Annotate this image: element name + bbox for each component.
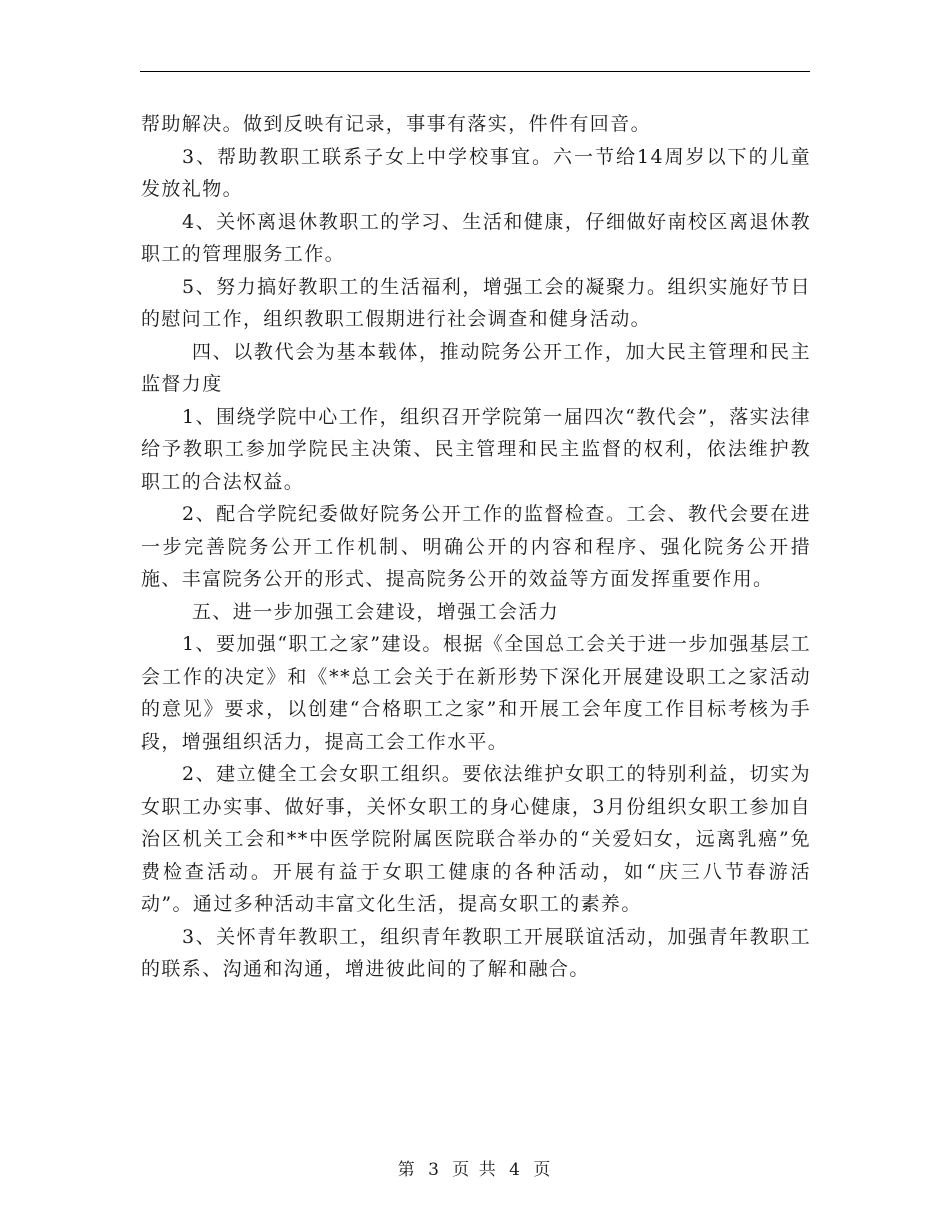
footer-total-pages: 4 xyxy=(509,1160,522,1180)
footer-suffix: 页 xyxy=(533,1160,553,1180)
footer-middle: 页 共 xyxy=(452,1160,498,1180)
paragraph-item-2: 2、配合学院纪委做好院务公开工作的监督检查。工会、教代会要在进一步完善院务公开工作机制、明确公开的内容和程序、强化院务公开措施、丰富院务公开的形式、提高院务公开的效益等方面发挥重要作用。 xyxy=(141,503,811,590)
footer-current-page: 3 xyxy=(428,1160,441,1180)
paragraph-item-1: 1、围绕学院中心工作，组织召开学院第一届四次“教代会”，落实法律给予教职工参加学院民主决策、民主管理和民主监督的权利，依法维护教职工的合法权益。 xyxy=(141,405,811,493)
footer-prefix: 第 xyxy=(397,1160,417,1180)
paragraph-item-3: 3、关怀青年教职工，组织青年教职工开展联谊活动，加强青年教职工的联系、沟通和沟通，增进彼此间的了解和融合。 xyxy=(141,925,811,980)
paragraph-continuation: 帮助解决。做到反映有记录，事事有落实，件件有回音。 xyxy=(141,113,652,135)
header-rule xyxy=(140,71,810,72)
page-footer xyxy=(0,1155,950,1180)
section-heading-4: 四、以教代会为基本载体，推动院务公开工作，加大民主管理和民主监督力度 xyxy=(141,340,811,395)
paragraph-item-2: 2、建立健全工会女职工组织。要依法维护女职工的特别利益，切实为女职工办实事、做好事，关怀女职工的身心健康，3月份组织女职工参加自治区机关工会和**中医学院附属医院联合举办的“关爱妇女，远离乳癌”免费检查活动。开展有益于女职工健康的各种活动，如“庆三八节春游活动”。通过多种活动丰富文化生活，提高女职工的素养。 xyxy=(141,763,811,915)
paragraph-item-5: 5、努力搞好教职工的生活福利，增强工会的凝聚力。组织实施好节日的慰问工作，组织教职工假期进行社会调查和健身活动。 xyxy=(141,275,811,330)
section-heading-5: 五、进一步加强工会建设，增强工会活力 xyxy=(192,600,560,623)
paragraph-item-4: 4、关怀离退休教职工的学习、生活和健康，仔细做好南校区离退休教职工的管理服务工作。 xyxy=(141,210,811,265)
paragraph-item-3: 3、帮助教职工联系子女上中学校事宜。六一节给14周岁以下的儿童发放礼物。 xyxy=(141,145,811,200)
paragraph-item-1: 1、要加强“职工之家”建设。根据《全国总工会关于进一步加强基层工会工作的决定》和《**总工会关于在新形势下深化开展建设职工之家活动的意见》要求，以创建“合格职工之家”和开展工会年度工作目标考核为手段，增强组织活力，提高工会工作水平。 xyxy=(141,633,811,753)
document-body xyxy=(141,108,811,986)
